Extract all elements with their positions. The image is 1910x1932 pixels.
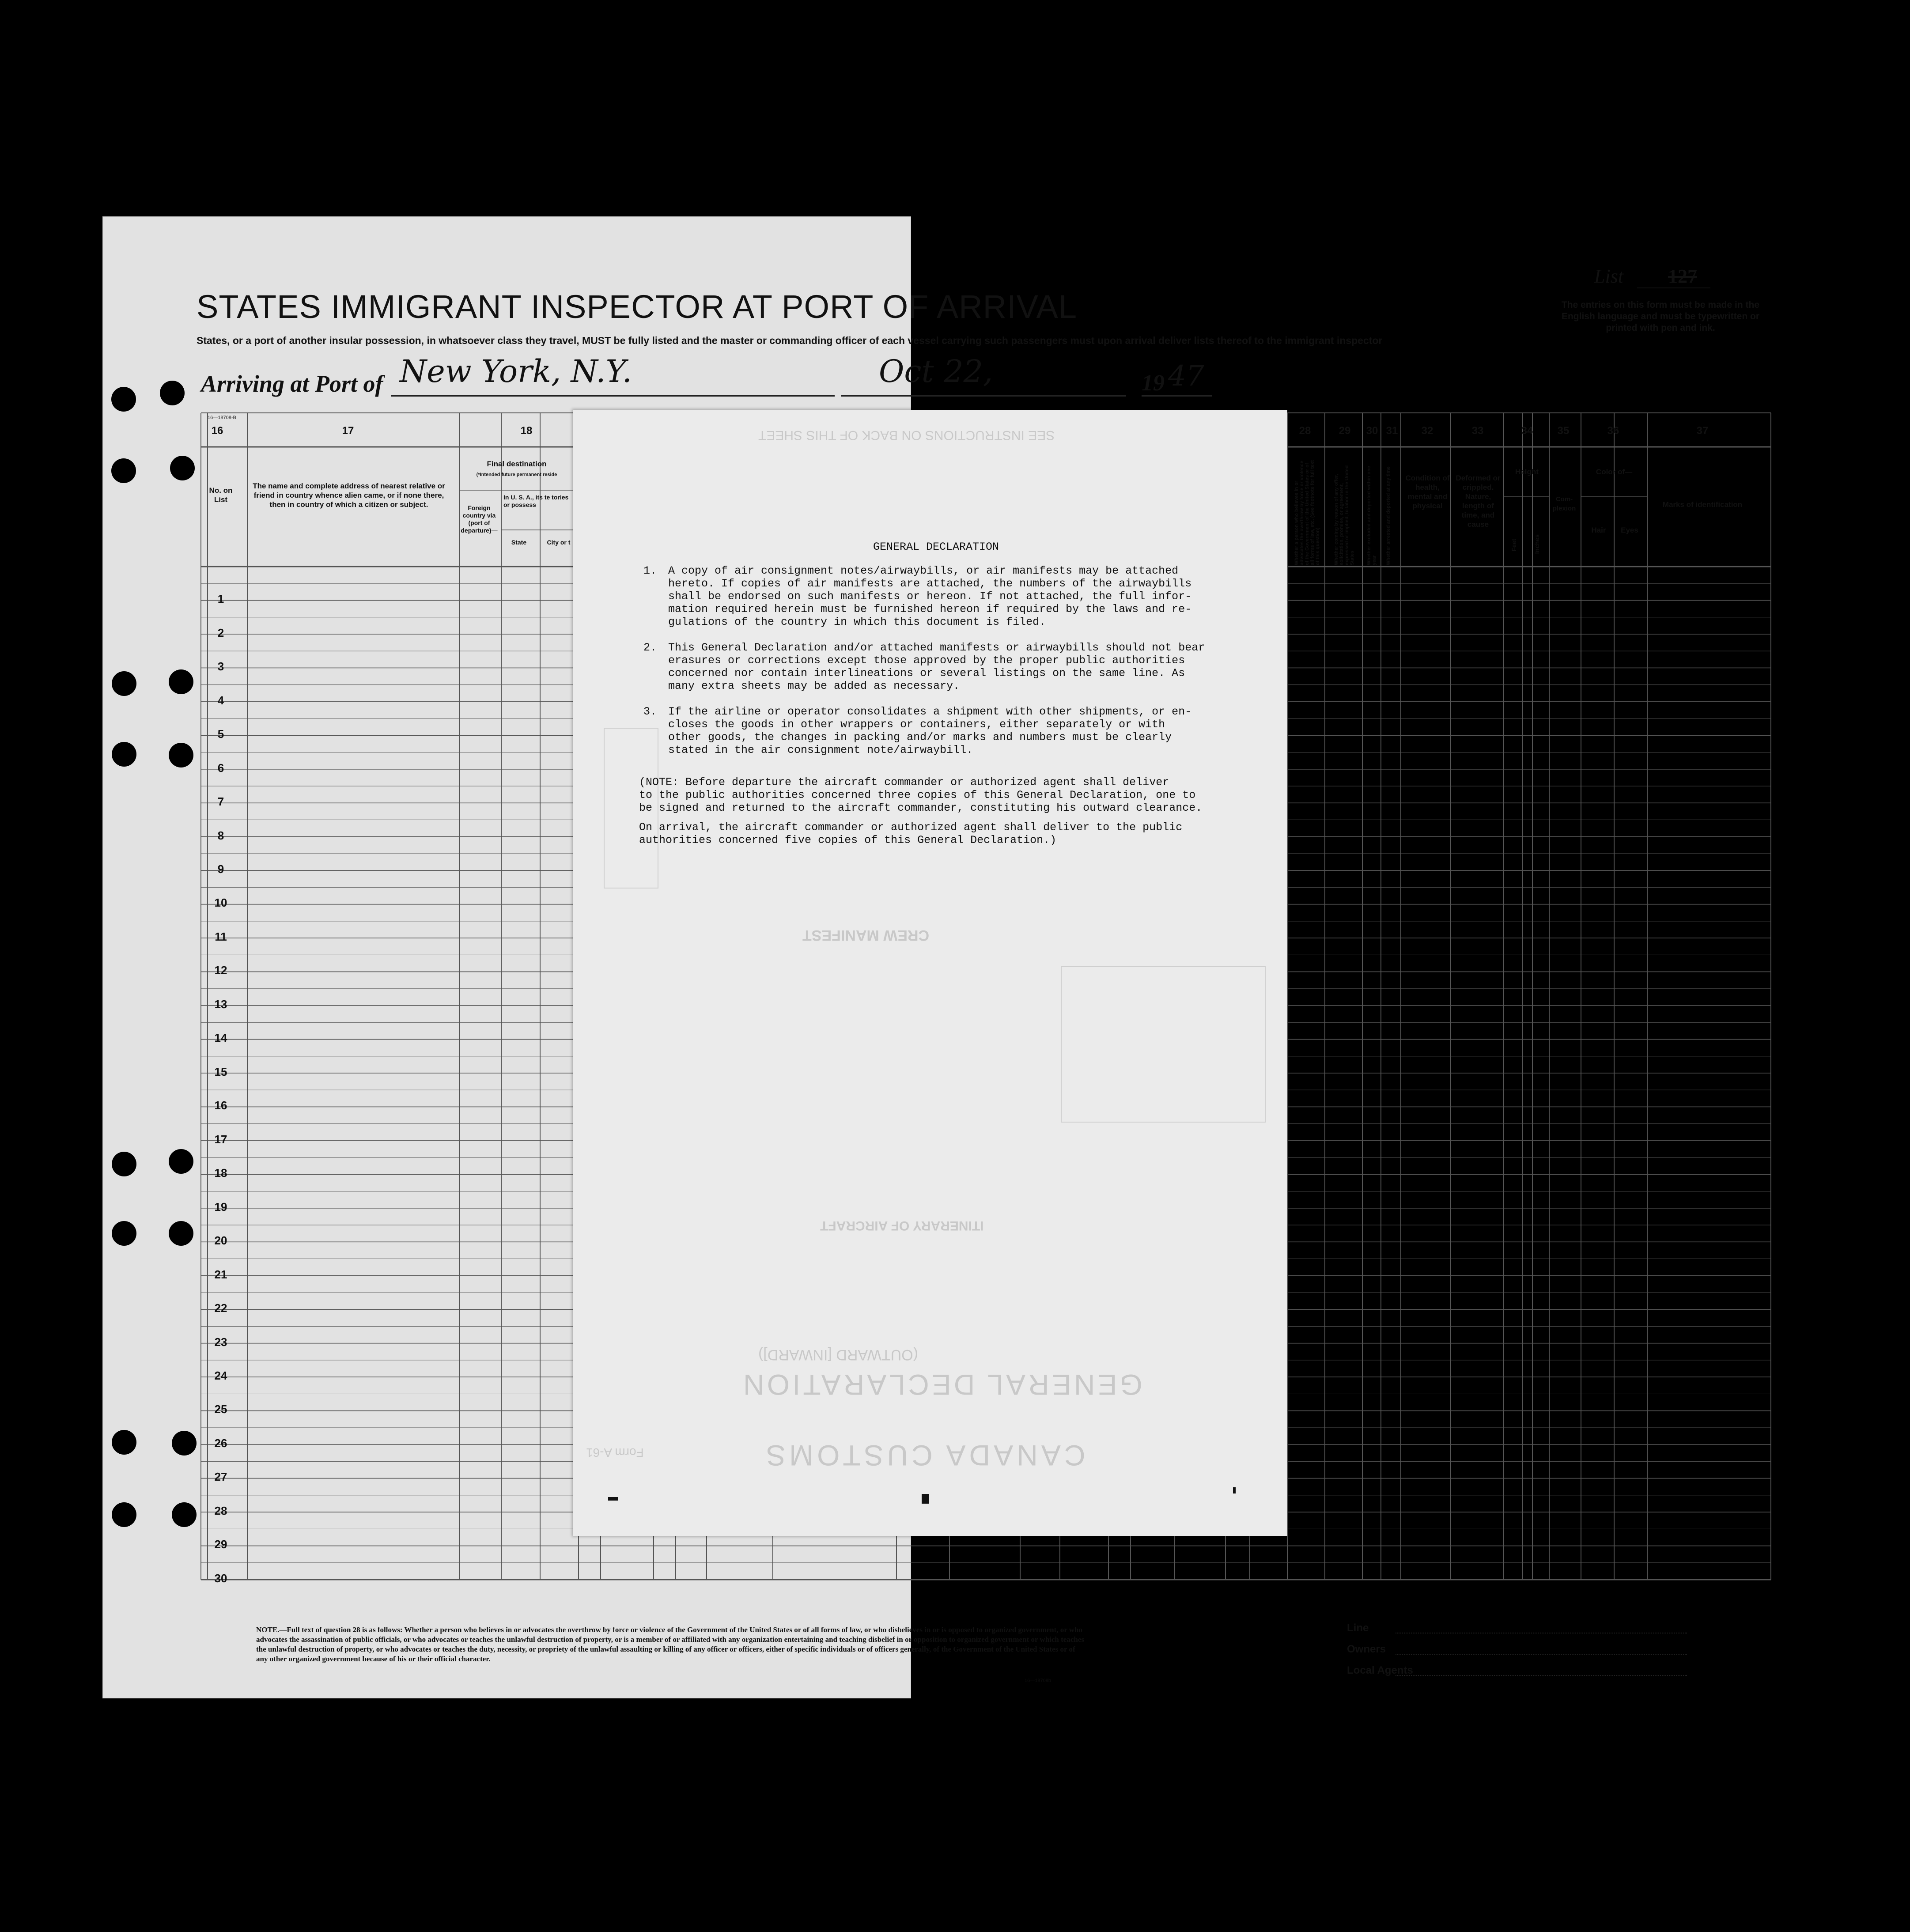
local-agents-signature-line bbox=[1396, 1675, 1687, 1676]
punch-hole bbox=[169, 743, 193, 768]
header-nearest-relative: The name and complete address of nearest relative or friend in country whence alien came, or if none there, then in country of which a citizen or subject. bbox=[253, 482, 445, 509]
punch-hole bbox=[112, 1221, 136, 1246]
header-marks: Marks of identification bbox=[1662, 500, 1743, 509]
row-number: 4 bbox=[217, 693, 224, 707]
row-number: 5 bbox=[217, 727, 224, 741]
bleed-canada-customs: CANADA CUSTOMS bbox=[763, 1439, 1085, 1472]
punch-hole bbox=[111, 387, 136, 412]
row-number: 9 bbox=[217, 862, 224, 876]
punch-hole bbox=[172, 1502, 197, 1527]
local-agents-label: Local Agents bbox=[1347, 1664, 1413, 1676]
header-hair: Hair bbox=[1591, 526, 1606, 534]
col-num-33: 33 bbox=[1471, 425, 1484, 437]
col-num-17: 17 bbox=[342, 425, 354, 437]
row-number: 23 bbox=[214, 1335, 227, 1349]
row-number: 8 bbox=[217, 828, 224, 842]
col-num-37: 37 bbox=[1696, 425, 1709, 437]
ink-speck bbox=[608, 1497, 618, 1501]
header-state: State bbox=[511, 539, 527, 546]
col-num-18: 18 bbox=[520, 425, 533, 437]
question-28-footnote: NOTE.—Full text of question 28 is as follows: Whether a person who believes in or advocates the overthrow by force or violence of the Government of the United States or of all forms of law, or who disbelieves in or is opposed to organized government, or who advocates the assassination of public officials, or who advocates or teaches the unlawful destruction of property, or is a member of or affiliated with any organization entertaining and teaching disbelief in or opposition to organized government or which teaches the unlawful destruction of property, or who advocates or teaches the duty, necessity, or propriety of the unlawful assaulting or killing of any officer or officers, either of specific individuals or of officers generally, of the Government of the United States or of any other organized government because of his or their official character. bbox=[256, 1626, 1085, 1663]
line-label: Line bbox=[1347, 1622, 1369, 1634]
row-number: 26 bbox=[214, 1436, 227, 1450]
bleed-form-no: Form A-61 bbox=[586, 1446, 644, 1459]
footer-form-code: 16—18708b bbox=[1025, 1678, 1051, 1683]
header-city: City or t bbox=[547, 539, 571, 546]
list-number-value: 127 bbox=[1637, 265, 1710, 288]
declaration-item-text: A copy of air consignment notes/airwaybills, or air manifests may be attached hereto. If copies of air manifests are attached, the numbers of the airwaybills shall be endorsed on such manifests or hereon. If not attached, the full infor- mation required herein must be furnished hereon if required by the laws and re- gulations of the country in which this document is filed. bbox=[668, 564, 1192, 628]
ink-speck bbox=[1233, 1487, 1236, 1493]
header-final-destination-note: (*Intended future permanent reside bbox=[476, 472, 557, 477]
header-q30: Whether excluded and deported within one year bbox=[1366, 466, 1377, 565]
punch-hole bbox=[112, 671, 136, 696]
punch-hole bbox=[172, 1431, 197, 1456]
row-number: 22 bbox=[214, 1301, 227, 1315]
ink-speck bbox=[922, 1494, 929, 1504]
row-number: 3 bbox=[217, 660, 224, 673]
header-in-usa: In U. S. A., its te tories or possess bbox=[503, 494, 569, 508]
row-number: 10 bbox=[214, 896, 227, 910]
bleed-general-declaration: GENERAL DECLARATION bbox=[741, 1369, 1142, 1401]
col-num-36: 36 bbox=[1607, 425, 1619, 437]
header-q29: Whether coming by reason of any offer, solicitation, promise, or agreement, expressed or implied, to labor in the United States bbox=[1334, 465, 1355, 565]
year-prefix: 19 bbox=[1142, 371, 1165, 396]
declaration-note: (NOTE: Before departure the aircraft commander or authorized agent shall deliver to the public authorities concerned three copies of this General Declaration, one to be signed and returned to the aircraft commander, constituting his outward clearance. bbox=[639, 776, 1203, 814]
owners-label: Owners bbox=[1347, 1643, 1386, 1655]
col-num-31: 31 bbox=[1386, 425, 1398, 437]
port-handwritten: New York, N.Y. bbox=[400, 353, 632, 389]
punch-hole bbox=[112, 1430, 136, 1455]
date-handwritten: Oct 22, bbox=[879, 353, 993, 389]
header-deformed: Deformed or crippled. Nature, length of time, and cause bbox=[1456, 474, 1501, 529]
punch-hole bbox=[169, 669, 193, 694]
punch-hole bbox=[169, 1149, 193, 1174]
declaration-item-number: 2. bbox=[643, 641, 657, 654]
row-number: 18 bbox=[214, 1166, 227, 1180]
year-handwritten: 47 bbox=[1168, 360, 1204, 393]
col-num-35: 35 bbox=[1557, 425, 1570, 437]
bleed-instructions: SEE INSTRUCTIONS ON BACK OF THIS SHEET bbox=[758, 428, 1055, 442]
declaration-item bbox=[643, 641, 1253, 692]
row-number: 11 bbox=[215, 930, 227, 943]
header-feet: Feet bbox=[1510, 539, 1517, 552]
row-number: 25 bbox=[214, 1403, 227, 1416]
declaration-item bbox=[643, 564, 1253, 628]
row-number: 14 bbox=[214, 1031, 227, 1045]
header-final-destination: Final destination bbox=[487, 460, 547, 468]
arriving-label: Arriving at Port of bbox=[201, 371, 383, 397]
header-color-of: Color of— bbox=[1596, 468, 1633, 476]
declaration-item-text: If the airline or operator consolidates a shipment with other shipments, or en- closes the goods in other wrappers or containers, either separately or with other goods, the changes in packing and/or marks and numbers must be clearly stated in the air consignment note/airwaybill. bbox=[668, 705, 1192, 756]
declaration-item-number: 3. bbox=[643, 705, 657, 718]
row-number: 13 bbox=[214, 997, 227, 1011]
declaration-body bbox=[639, 564, 1253, 853]
col-num-34: 34 bbox=[1521, 425, 1533, 437]
punch-hole bbox=[111, 458, 136, 483]
bleed-itinerary: ITINERARY OF AIRCRAFT bbox=[820, 1218, 984, 1233]
row-number: 1 bbox=[217, 592, 224, 606]
row-number: 16 bbox=[214, 1099, 227, 1112]
punch-hole bbox=[112, 1502, 136, 1527]
header-q31: Whether arrested and deported at any time bbox=[1386, 466, 1391, 565]
row-number: 24 bbox=[214, 1369, 227, 1382]
col-num-28: 28 bbox=[1299, 425, 1311, 437]
col-num-16: 16 bbox=[211, 425, 223, 437]
header-eyes: Eyes bbox=[1621, 526, 1638, 534]
list-label: List bbox=[1594, 265, 1624, 287]
col-num-29: 29 bbox=[1339, 425, 1351, 437]
general-declaration-sheet bbox=[573, 410, 1287, 1536]
punch-hole bbox=[112, 1152, 136, 1176]
header-height: Height bbox=[1515, 468, 1539, 476]
row-number: 27 bbox=[214, 1470, 227, 1484]
row-number: 19 bbox=[214, 1200, 227, 1214]
declaration-arrival: On arrival, the aircraft commander or authorized agent shall deliver to the public authorities concerned five copies of this General Declaration.) bbox=[639, 821, 1183, 847]
row-number: 6 bbox=[217, 761, 224, 775]
row-number: 30 bbox=[214, 1571, 227, 1585]
header-no-on-list: No. on List bbox=[209, 486, 233, 504]
row-number: 12 bbox=[214, 964, 227, 977]
punch-hole bbox=[160, 381, 185, 405]
punch-hole bbox=[169, 1221, 193, 1246]
form-code-top: 16—18708-B bbox=[208, 415, 236, 420]
col-num-32: 32 bbox=[1421, 425, 1433, 437]
punch-hole bbox=[170, 456, 195, 480]
row-number: 21 bbox=[214, 1267, 227, 1281]
row-number: 17 bbox=[214, 1132, 227, 1146]
row-number: 15 bbox=[214, 1065, 227, 1078]
declaration-item-number: 1. bbox=[643, 564, 657, 577]
bleed-crew-manifest: CREW MANIFEST bbox=[802, 927, 930, 944]
declaration-item bbox=[643, 705, 1253, 756]
row-number: 29 bbox=[214, 1538, 227, 1551]
header-complexion: Com-plexion bbox=[1552, 495, 1576, 512]
row-number: 28 bbox=[214, 1504, 227, 1517]
header-foreign-country: Foreign country via (port of departure)— bbox=[461, 504, 498, 534]
row-number: 2 bbox=[217, 626, 224, 639]
owners-signature-line bbox=[1396, 1654, 1687, 1655]
bleed-outward-inward: (OUTWARD [INWARD]) bbox=[758, 1346, 918, 1363]
row-number: 20 bbox=[214, 1234, 227, 1248]
page-title: STATES IMMIGRANT INSPECTOR AT PORT OF ARRIVAL bbox=[197, 288, 1078, 325]
declaration-title: GENERAL DECLARATION bbox=[873, 541, 999, 553]
header-q28: Whether a person who believes in or advocates the overthrow by force or violence of the Government of the United States or of all forms of law, etc. (See footnote for full text of this question) bbox=[1294, 460, 1320, 565]
page-subtitle: States, or a port of another insular possession, in whatsoever class they travel, MUST be fully listed and the master or commanding officer of each vessel carrying such passengers must upon arrival deliver lists thereof to the immigrant inspector bbox=[197, 335, 1383, 346]
entries-notice: The entries on this form must be made in the English language and must be typewritten or printed with pen and ink. bbox=[1561, 300, 1760, 333]
header-inches: Inches bbox=[1533, 534, 1540, 554]
punch-hole bbox=[112, 742, 136, 767]
col-num-30: 30 bbox=[1366, 425, 1378, 437]
header-condition: Condition of health, mental and physical bbox=[1405, 474, 1450, 510]
declaration-item-text: This General Declaration and/or attached manifests or airwaybills should not bear erasures or corrections except those approved by the proper public authorities concerned nor contain interlineations or several listings on the same line. As many extra sheets may be added as necessary. bbox=[668, 641, 1205, 692]
row-number: 7 bbox=[217, 795, 224, 809]
bleed-signature-box bbox=[1061, 966, 1266, 1123]
